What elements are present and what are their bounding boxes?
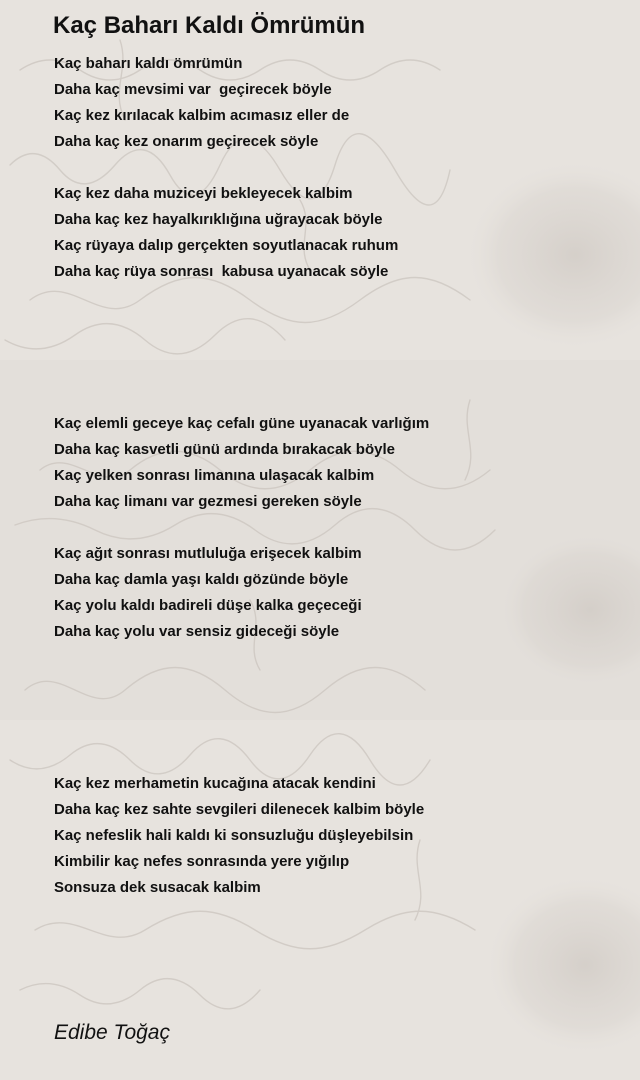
stanza-2 [54, 181, 398, 285]
poem-line: Kaç kez daha muziceyi bekleyecek kalbim [54, 185, 353, 202]
poem-line: Kimbilir kaç nefes sonrasında yere yığılıp [54, 853, 350, 870]
poem-line: Daha kaç kez onarım geçirecek söyle [54, 133, 319, 150]
poem-line: Kaç baharı kaldı ömrümün [54, 55, 243, 72]
poem-line: Kaç yolu kaldı badireli düşe kalka geçeceği [54, 597, 362, 614]
poem-line: Daha kaç kasvetli günü ardında bırakacak böyle [54, 441, 395, 458]
poem-line: Daha kaç limanı var gezmesi gereken söyle [54, 493, 362, 510]
poem-line: Kaç nefeslik hali kaldı ki sonsuzluğu düşleyebilsin [54, 827, 414, 844]
poem-line: Sonsuza dek susacak kalbim [54, 879, 261, 896]
stanza-1 [54, 51, 349, 155]
poem-line: Kaç elemli geceye kaç cefalı güne uyanacak varlığım [54, 415, 430, 432]
stanza-3 [54, 411, 429, 515]
poem-line: Kaç kez kırılacak kalbim acımasız eller de [54, 107, 350, 124]
poem-line: Daha kaç kez sahte sevgileri dilenecek kalbim böyle [54, 801, 425, 818]
poem-line: Daha kaç kez hayalkırıklığına uğrayacak böyle [54, 211, 383, 228]
poem-line: Kaç yelken sonrası limanına ulaşacak kalbim [54, 467, 375, 484]
poem-line: Daha kaç rüya sonrası kabusa uyanacak söyle [54, 263, 389, 280]
poem-title: Kaç Baharı Kaldı Ömrümün [53, 12, 366, 39]
stanza-5 [54, 771, 424, 901]
poem-line: Daha kaç yolu var sensiz gideceği söyle [54, 623, 340, 640]
poem-line: Daha kaç damla yaşı kaldı gözünde böyle [54, 571, 349, 588]
stanza-4 [54, 541, 362, 645]
poem-line: Daha kaç mevsimi var geçirecek böyle [54, 81, 332, 98]
poem-author: Edibe Toğaç [54, 1021, 170, 1044]
poem-line: Kaç ağıt sonrası mutluluğa erişecek kalbim [54, 545, 362, 562]
poem-line: Kaç rüyaya dalıp gerçekten soyutlanacak ruhum [54, 237, 399, 254]
poem-line: Kaç kez merhametin kucağına atacak kendini [54, 775, 376, 792]
